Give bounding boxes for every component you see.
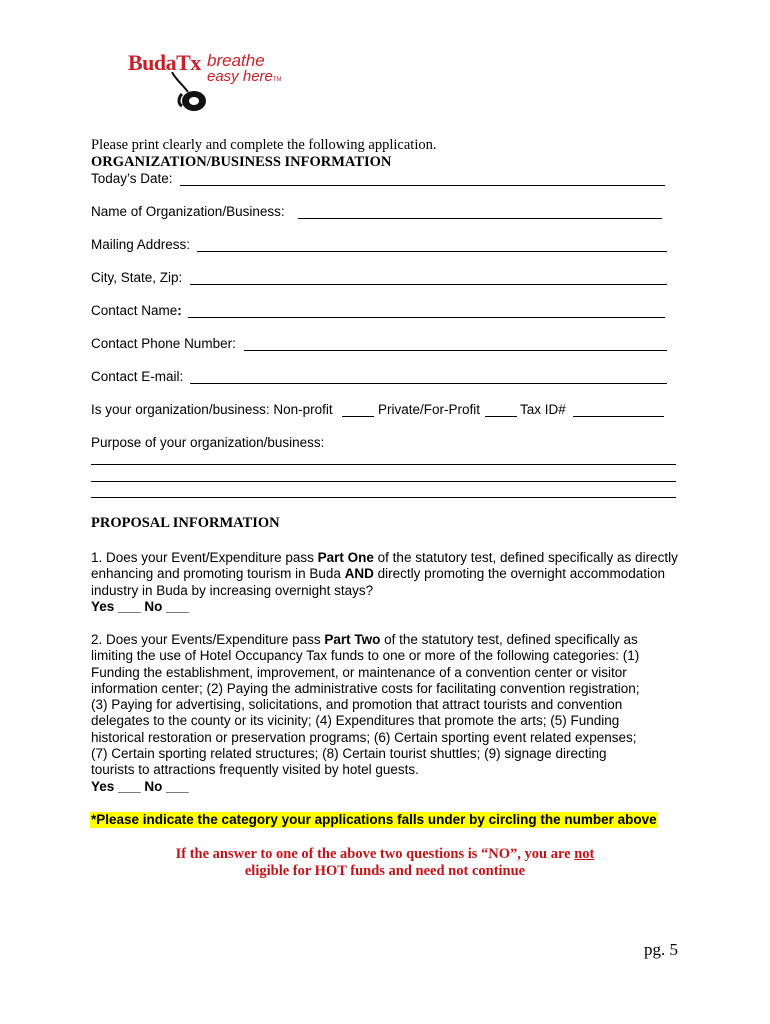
mailing-address-label: Mailing Address: xyxy=(91,237,191,252)
city-state-zip-field[interactable] xyxy=(190,272,667,285)
tire-swing-icon xyxy=(168,72,212,114)
non-profit-blank[interactable] xyxy=(342,404,374,417)
page-number: pg. 5 xyxy=(644,940,678,959)
question-1: 1. Does your Event/Expenditure pass Part One of the statutory test, defined specifically as directly enhancing and promoting tourism in Buda AND directly promoting the overnight accommodation industry in Buda by increasing overnight stays? Yes ___ No ___ xyxy=(91,550,678,614)
eligibility-warning: If the answer to one of the above two questions is “NO”, you are not eligible for HOT funds and need not continue xyxy=(175,846,595,879)
purpose-label: Purpose of your organization/business: xyxy=(91,435,325,450)
question-2: 2. Does your Events/Expenditure pass Part Two of the statutory test, defined specifically as limiting the use of Hotel Occupancy Tax funds to one or more of the following categories: (1) Funding the establishment, improvement, or maintenance of a convention center or visitor information center; (2) Paying the administrative costs for facilitating convention registration; (3) Paying for advertising, solicitations, and promotion that attract tourists and convention delegates to the county or its vicinity; (4) Expenditures that promote the arts; (5) Funding historical restoration or preservation programs; (6) Certain sporting event related expenses; (7) Certain sporting related structures; (8) Certain tourist shuttles; (9) signage directing tourists to attractions frequently visited by hotel guests. Yes ___ No ___ xyxy=(91,632,640,794)
contact-phone-field[interactable] xyxy=(244,338,667,351)
private-for-profit-blank[interactable] xyxy=(485,404,517,417)
purpose-line-2[interactable] xyxy=(91,469,676,482)
logo-tagline-2: easy hereTM xyxy=(207,68,282,85)
contact-email-field[interactable] xyxy=(190,371,667,384)
intro-text: Please print clearly and complete the following application. xyxy=(91,137,437,153)
contact-name-label: Contact Name: xyxy=(91,303,182,318)
contact-email-label: Contact E-mail: xyxy=(91,369,184,384)
city-state-zip-label: City, State, Zip: xyxy=(91,270,183,285)
org-type-label: Is your organization/business: Non-profit xyxy=(91,402,333,417)
mailing-address-field[interactable] xyxy=(197,239,667,252)
todays-date-label: Today’s Date: xyxy=(91,171,173,186)
budatx-logo xyxy=(128,52,318,114)
contact-name-field[interactable] xyxy=(188,305,665,318)
logo-tagline-1: breathe xyxy=(207,51,265,70)
tax-id-field[interactable] xyxy=(573,404,664,417)
contact-phone-label: Contact Phone Number: xyxy=(91,336,236,351)
q1-yes-no[interactable]: Yes ___ No ___ xyxy=(91,598,189,614)
todays-date-field[interactable] xyxy=(180,173,665,186)
logo-brand: BudaTx xyxy=(128,50,201,75)
private-for-profit-label: Private/For-Profit xyxy=(378,402,481,417)
section-title-proposal: PROPOSAL INFORMATION xyxy=(91,515,280,531)
section-title-organization: ORGANIZATION/BUSINESS INFORMATION xyxy=(91,154,392,170)
q2-yes-no[interactable]: Yes ___ No ___ xyxy=(91,778,189,794)
category-highlight-note: *Please indicate the category your applications falls under by circling the number above xyxy=(91,812,657,827)
org-name-label: Name of Organization/Business: xyxy=(91,204,285,219)
tax-id-label: Tax ID# xyxy=(520,402,566,417)
purpose-line-3[interactable] xyxy=(91,485,676,498)
purpose-line-1[interactable] xyxy=(91,452,676,465)
org-name-field[interactable] xyxy=(298,206,662,219)
